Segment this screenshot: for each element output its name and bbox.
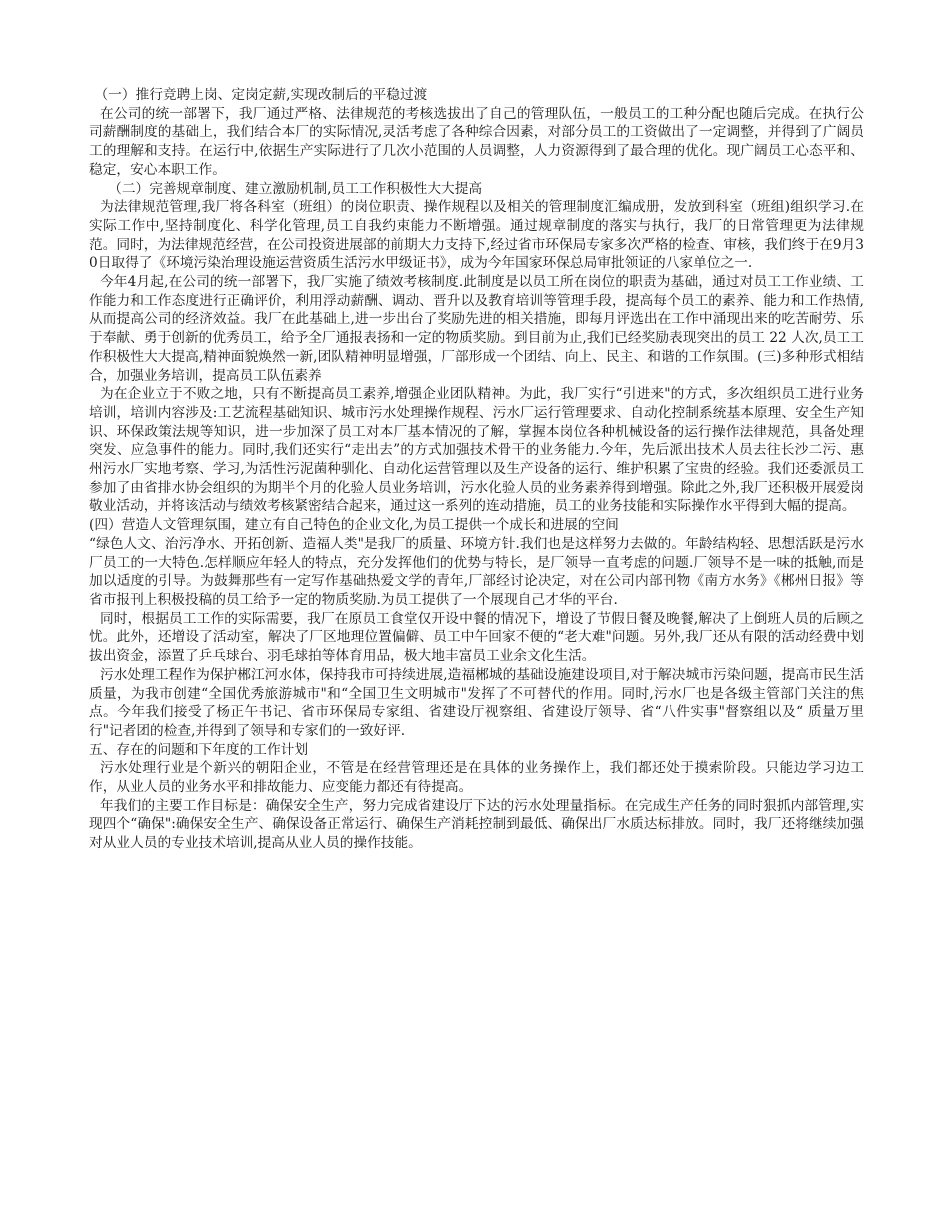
paragraph: 污水处理行业是个新兴的朝阳企业，不管是在经营管理还是在具体的业务操作上，我们都还处于摸索阶段。只能边学习边工作，从业人员的业务水平和排故能力、应变能力都还有待提高。 xyxy=(89,760,864,796)
document-body xyxy=(89,86,864,853)
paragraph: 为在企业立于不败之地，只有不断提高员工素养,增强企业团队精神。为此，我厂实行“引进来"的方式，多次组织员工进行业务培训，培训内容涉及:工艺流程基础知识、城市污水处理操作规程、污水厂运行管理要求、自动化控制系统基本原理、安全生产知识、环保政策法规等知识，进一步加深了员工对本厂基本情况的了解，掌握本岗位各种机械设备的运行操作法律规范，具备处理突发、应急事件的能力。同时,我们还实行“走出去”的方式加强技术骨干的业务能力.今年，先后派出技术人员去往长沙二污、惠州污水厂实地考察、学习,为活性污泥菌种驯化、自动化运营管理以及生产设备的运行、维护积累了宝贵的经验。我们还委派员工参加了由省排水协会组织的为期半个月的化验人员业务培训，污水化验人员的业务素养得到增强。除此之外,我厂还积极开展爱岗敬业活动，并将该活动与绩效考核紧密结合起来，通过这一系列的连动措施，员工的业务技能和实际操作水平得到大幅的提高。 xyxy=(89,386,864,515)
section-heading-1: （一）推行竞聘上岗、定岗定薪,实现改制后的平稳过渡 xyxy=(94,87,428,103)
paragraph: 年我们的主要工作目标是：确保安全生产，努力完成省建设厅下达的污水处理量指标。在完成生产任务的同时狠抓内部管理,实现四个“确保":确保安全生产、确保设备正常运行、确保生产消耗控制到最低、确保出厂水质达标排放。同时，我厂还将继续加强对从业人员的专业技术培训,提高从业人员的操作技能。 xyxy=(89,797,864,852)
section-heading-5: 五、存在的问题和下年度的工作计划 xyxy=(89,741,309,758)
section-heading-4: (四）营造人文管理氛围，建立有自己特色的企业文化,为员工提供一个成长和进展的空间 xyxy=(89,517,619,534)
paragraph: “绿色人文、治污净水、开拓创新、造福人类"是我厂的质量、环境方针.我们也是这样努力去做的。年龄结构轻、思想活跃是污水厂员工的一大特色.怎样顺应年轻人的特点，充分发挥他们的优势与特长，是厂领导一直考虑的问题.厂领导不是一味的抵触,而是加以适度的引导。为鼓舞那些有一定写作基础热爱文学的青年,厂部经讨论决定，对在公司内部刊物《南方水务》《郴州日报》等省市报刊上积极投稿的员工给予一定的物质奖励.为员工提供了一个展现自己才华的平台. xyxy=(89,535,864,608)
paragraph: 今年4月起,在公司的统一部署下，我厂实施了绩效考核制度.此制度是以员工所在岗位的职责为基础，通过对员工工作业绩、工作能力和工作态度进行正确评价，利用浮动薪酬、调动、晋升以及教育培训等管理手段，提高每个员工的素养、能力和工作热情,从而提高公司的经济效益。我厂在此基础上,进一步出台了奖励先进的相关措施，即每月评选出在工作中涌现出来的吃苦耐劳、乐于奉献、勇于创新的优秀员工，给予全厂通报表扬和一定的物质奖励。到目前为止,我们已经奖励表现突出的员工 22 人次,员工工作积极性大大提高,精神面貌焕然一新,团队精神明显增强，厂部形成一个团结、向上、民主、和谐的工作氛围。(三)多种形式相结合，加强业务培训，提高员工队伍素养 xyxy=(89,274,864,384)
section-heading-2: （二）完善规章制度、建立激励机制,员工工作积极性大大提高 xyxy=(108,180,483,197)
paragraph: 在公司的统一部署下，我厂通过严格、法律规范的考核选拔出了自己的管理队伍，一般员工的工种分配也随后完成。在执行公司薪酬制度的基础上，我们结合本厂的实际情况,灵活考虑了各种综合因素，对部分员工的工资做出了一定调整，并得到了广阔员工的理解和支持。在运行中,依据生产实际进行了几次小范围的人员调整，人力资源得到了最合理的优化。现广阔员工心态平和、稳定，安心本职工作。 xyxy=(89,105,864,178)
paragraph: 同时，根据员工工作的实际需要，我厂在原员工食堂仅开设中餐的情况下，增设了节假日餐及晚餐,解决了上倒班人员的后顾之忧。此外，还增设了活动室，解决了厂区地理位置偏僻、员工中午回家不便的“老大难"问题。另外,我厂还从有限的活动经费中划拔出资金，添置了乒乓球台、羽毛球拍等体育用品，极大地丰富员工业余文化生活。 xyxy=(89,610,864,665)
paragraph: 为法律规范管理,我厂将各科室（班组）的岗位职责、操作规程以及相关的管理制度汇编成册，发放到科室（班组)组织学习.在实际工作中,坚持制度化、科学化管理,员工自我约束能力不断增强。通过规章制度的落实与执行，我厂的日常管理更为法律规范。同时，为法律规范经营，在公司投资进展部的前期大力支持下,经过省市环保局专家多次严格的检查、审核，我们终于在9月30日取得了《环境污染治理设施运营资质生活污水甲级证书》，成为今年国家环保总局审批领证的八家单位之一. xyxy=(89,199,864,272)
paragraph: 污水处理工程作为保护郴江河水体，保持我市可持续进展,造福郴城的基础设施建设项目,对于解决城市污染问题，提高市民生活质量，为我市创建“全国优秀旅游城市"和“全国卫生文明城市"发挥了不可替代的作用。同时,污水厂也是各级主管部门关注的焦点。今年我们接受了杨正午书记、省市环保局专家组、省建设厅视察组、省建设厅领导、省“八件实事"督察组以及“ 质量万里行"记者团的检查,并得到了领导和专家们的一致好评. xyxy=(89,666,864,739)
